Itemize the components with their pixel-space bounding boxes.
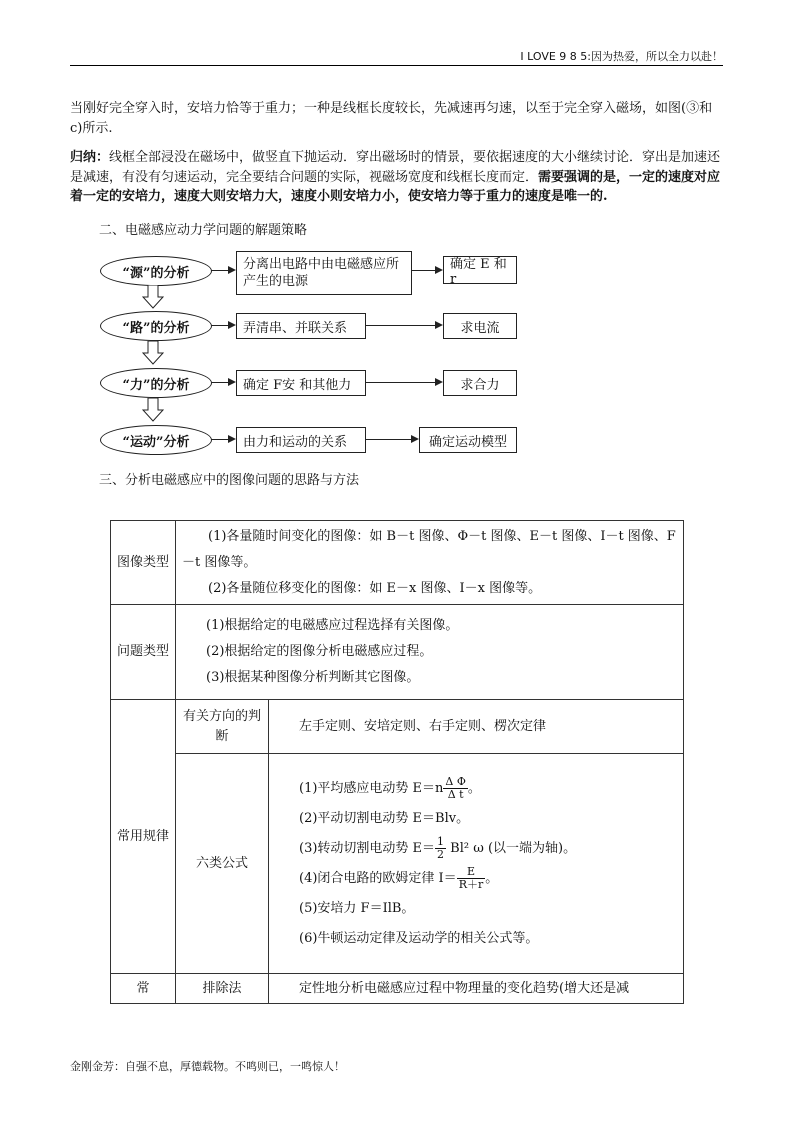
formula-2: (2)平动切割电动势 E＝Blv。 <box>299 810 470 826</box>
table-row <box>111 700 684 754</box>
row-content <box>176 521 684 605</box>
row-head-problem-type: 问题类型 <box>111 605 176 700</box>
formula-text: 。 <box>467 780 481 796</box>
formula-text: 。 <box>485 870 499 886</box>
formula-5: (5)安培力 F＝IlB。 <box>299 900 415 916</box>
oval-force: “力”的分析 <box>100 368 212 398</box>
connector <box>366 382 436 383</box>
down-arrow-icon <box>142 285 164 309</box>
summary-label: 归纳： <box>70 150 110 165</box>
down-arrow-icon <box>142 341 164 365</box>
sub-head-elimination: 排除法 <box>176 974 269 1004</box>
table-line: (2)根据给定的图像分析电磁感应过程。 <box>206 644 433 659</box>
down-arrow-icon <box>142 398 164 422</box>
oval-motion: “运动”分析 <box>100 425 212 455</box>
box-source-result: 确定 E 和 r <box>443 256 517 284</box>
oval-source: “源”的分析 <box>100 256 212 286</box>
formula-3 <box>299 834 677 864</box>
page-footer: 金刚金芳：自强不息，厚德载物。不鸣则已，一鸣惊人！ <box>70 1060 345 1073</box>
arrow-icon <box>411 435 419 443</box>
box-force: 确定 F安 和其他力 <box>236 370 366 396</box>
connector <box>366 325 436 326</box>
frac-den: R＋r <box>458 877 484 891</box>
arrow-icon <box>228 378 236 386</box>
table-line: (3)根据某种图像分析判断其它图像。 <box>206 670 420 685</box>
table-line: (1)各量随时间变化的图像：如 B－t 图像、Φ－t 图像、E－t 图像、I－t 图像、F－t 图像等。 <box>182 528 676 570</box>
connector <box>211 382 229 383</box>
formula-text: (1)平均感应电动势 E＝n <box>299 780 444 796</box>
arrow-icon <box>228 266 236 274</box>
fraction <box>435 836 446 861</box>
direction-rules: 左手定则、安培定则、右手定则、楞次定律 <box>269 700 684 754</box>
table-line: (2)各量随位移变化的图像：如 E－x 图像、I－x 图像等。 <box>208 580 542 596</box>
frac-den: Δ t <box>447 787 464 801</box>
summary-paragraph <box>70 148 723 207</box>
connector <box>211 325 229 326</box>
frac-num: 1 <box>437 834 445 848</box>
box-motion-result: 确定运动模型 <box>419 427 517 453</box>
header-divider <box>70 65 723 66</box>
frac-num: E <box>457 866 486 879</box>
elimination-text: 定性地分析电磁感应过程中物理量的变化趋势(增大还是减 <box>269 974 684 1004</box>
summary-text: 线框全部浸没在磁场中，做竖直下抛运动．穿出磁场时的情景，要依据速度的大小继续讨论．穿出是加速还是减速，有没有匀速运动，完全要结合问题的实际，视磁场宽度和线框长度而定． <box>70 150 721 185</box>
box-motion: 由力和运动的关系 <box>236 427 366 453</box>
oval-circuit: “路”的分析 <box>100 311 212 341</box>
connector <box>412 270 436 271</box>
table-line: (1)根据给定的电磁感应过程选择有关图像。 <box>206 618 459 633</box>
table-row <box>111 754 684 974</box>
formula-list <box>269 754 684 974</box>
connector <box>211 270 229 271</box>
strategy-flowchart <box>98 248 528 458</box>
arrow-icon <box>435 378 443 386</box>
box-source: 分离出电路中由电磁感应所产生的电源 <box>236 251 412 295</box>
formula-text: (4)闭合电路的欧姆定律 I＝ <box>299 870 457 886</box>
arrow-icon <box>435 321 443 329</box>
row-head-common-rules: 常用规律 <box>111 700 176 974</box>
section-3-title: 三、分析电磁感应中的图像问题的思路与方法 <box>99 473 360 488</box>
formula-4 <box>299 864 677 894</box>
paragraph-1: 当刚好完全穿入时，安培力恰等于重力；一种是线框长度较长，先减速再匀速，以至于完全穿入磁场，如图(③和 c)所示. <box>70 101 713 136</box>
sub-head-direction: 有关方向的判断 <box>176 700 269 754</box>
connector <box>211 439 229 440</box>
row-head-continued: 常 <box>111 974 176 1004</box>
page-header: I LOVE 9 8 5:因为热爱，所以全力以赴！ <box>520 50 723 63</box>
connector <box>366 439 412 440</box>
table-row <box>111 521 684 605</box>
section-2-title: 二、电磁感应动力学问题的解题策略 <box>99 223 308 238</box>
arrow-icon <box>228 435 236 443</box>
box-circuit-result: 求电流 <box>443 313 517 339</box>
formula-6: (6)牛顿运动定律及运动学的相关公式等。 <box>299 930 539 946</box>
arrow-icon <box>228 321 236 329</box>
image-problem-table <box>110 520 684 1004</box>
frac-num: Δ Φ <box>445 774 466 788</box>
fraction <box>443 776 467 801</box>
formula-text: (3)转动切割电动势 E＝ <box>299 840 436 856</box>
summary-bold-text: 需要强调的是，一定的速度对应着一定的安培力，速度大则安培力大，速度小则安培力小，使安培力等于重力的速度是唯一的. <box>70 169 721 204</box>
sub-head-formulas: 六类公式 <box>176 754 269 974</box>
table-row <box>111 974 684 1004</box>
frac-den: 2 <box>437 847 445 861</box>
row-head-image-type: 图像类型 <box>111 521 176 605</box>
formula-1 <box>299 774 677 804</box>
table-row <box>111 605 684 700</box>
fraction <box>457 866 486 891</box>
box-circuit: 弄清串、并联关系 <box>236 313 366 339</box>
box-force-result: 求合力 <box>443 370 517 396</box>
arrow-icon <box>435 266 443 274</box>
row-content <box>176 605 684 700</box>
formula-text: Bl² ω (以一端为轴)。 <box>446 840 577 856</box>
